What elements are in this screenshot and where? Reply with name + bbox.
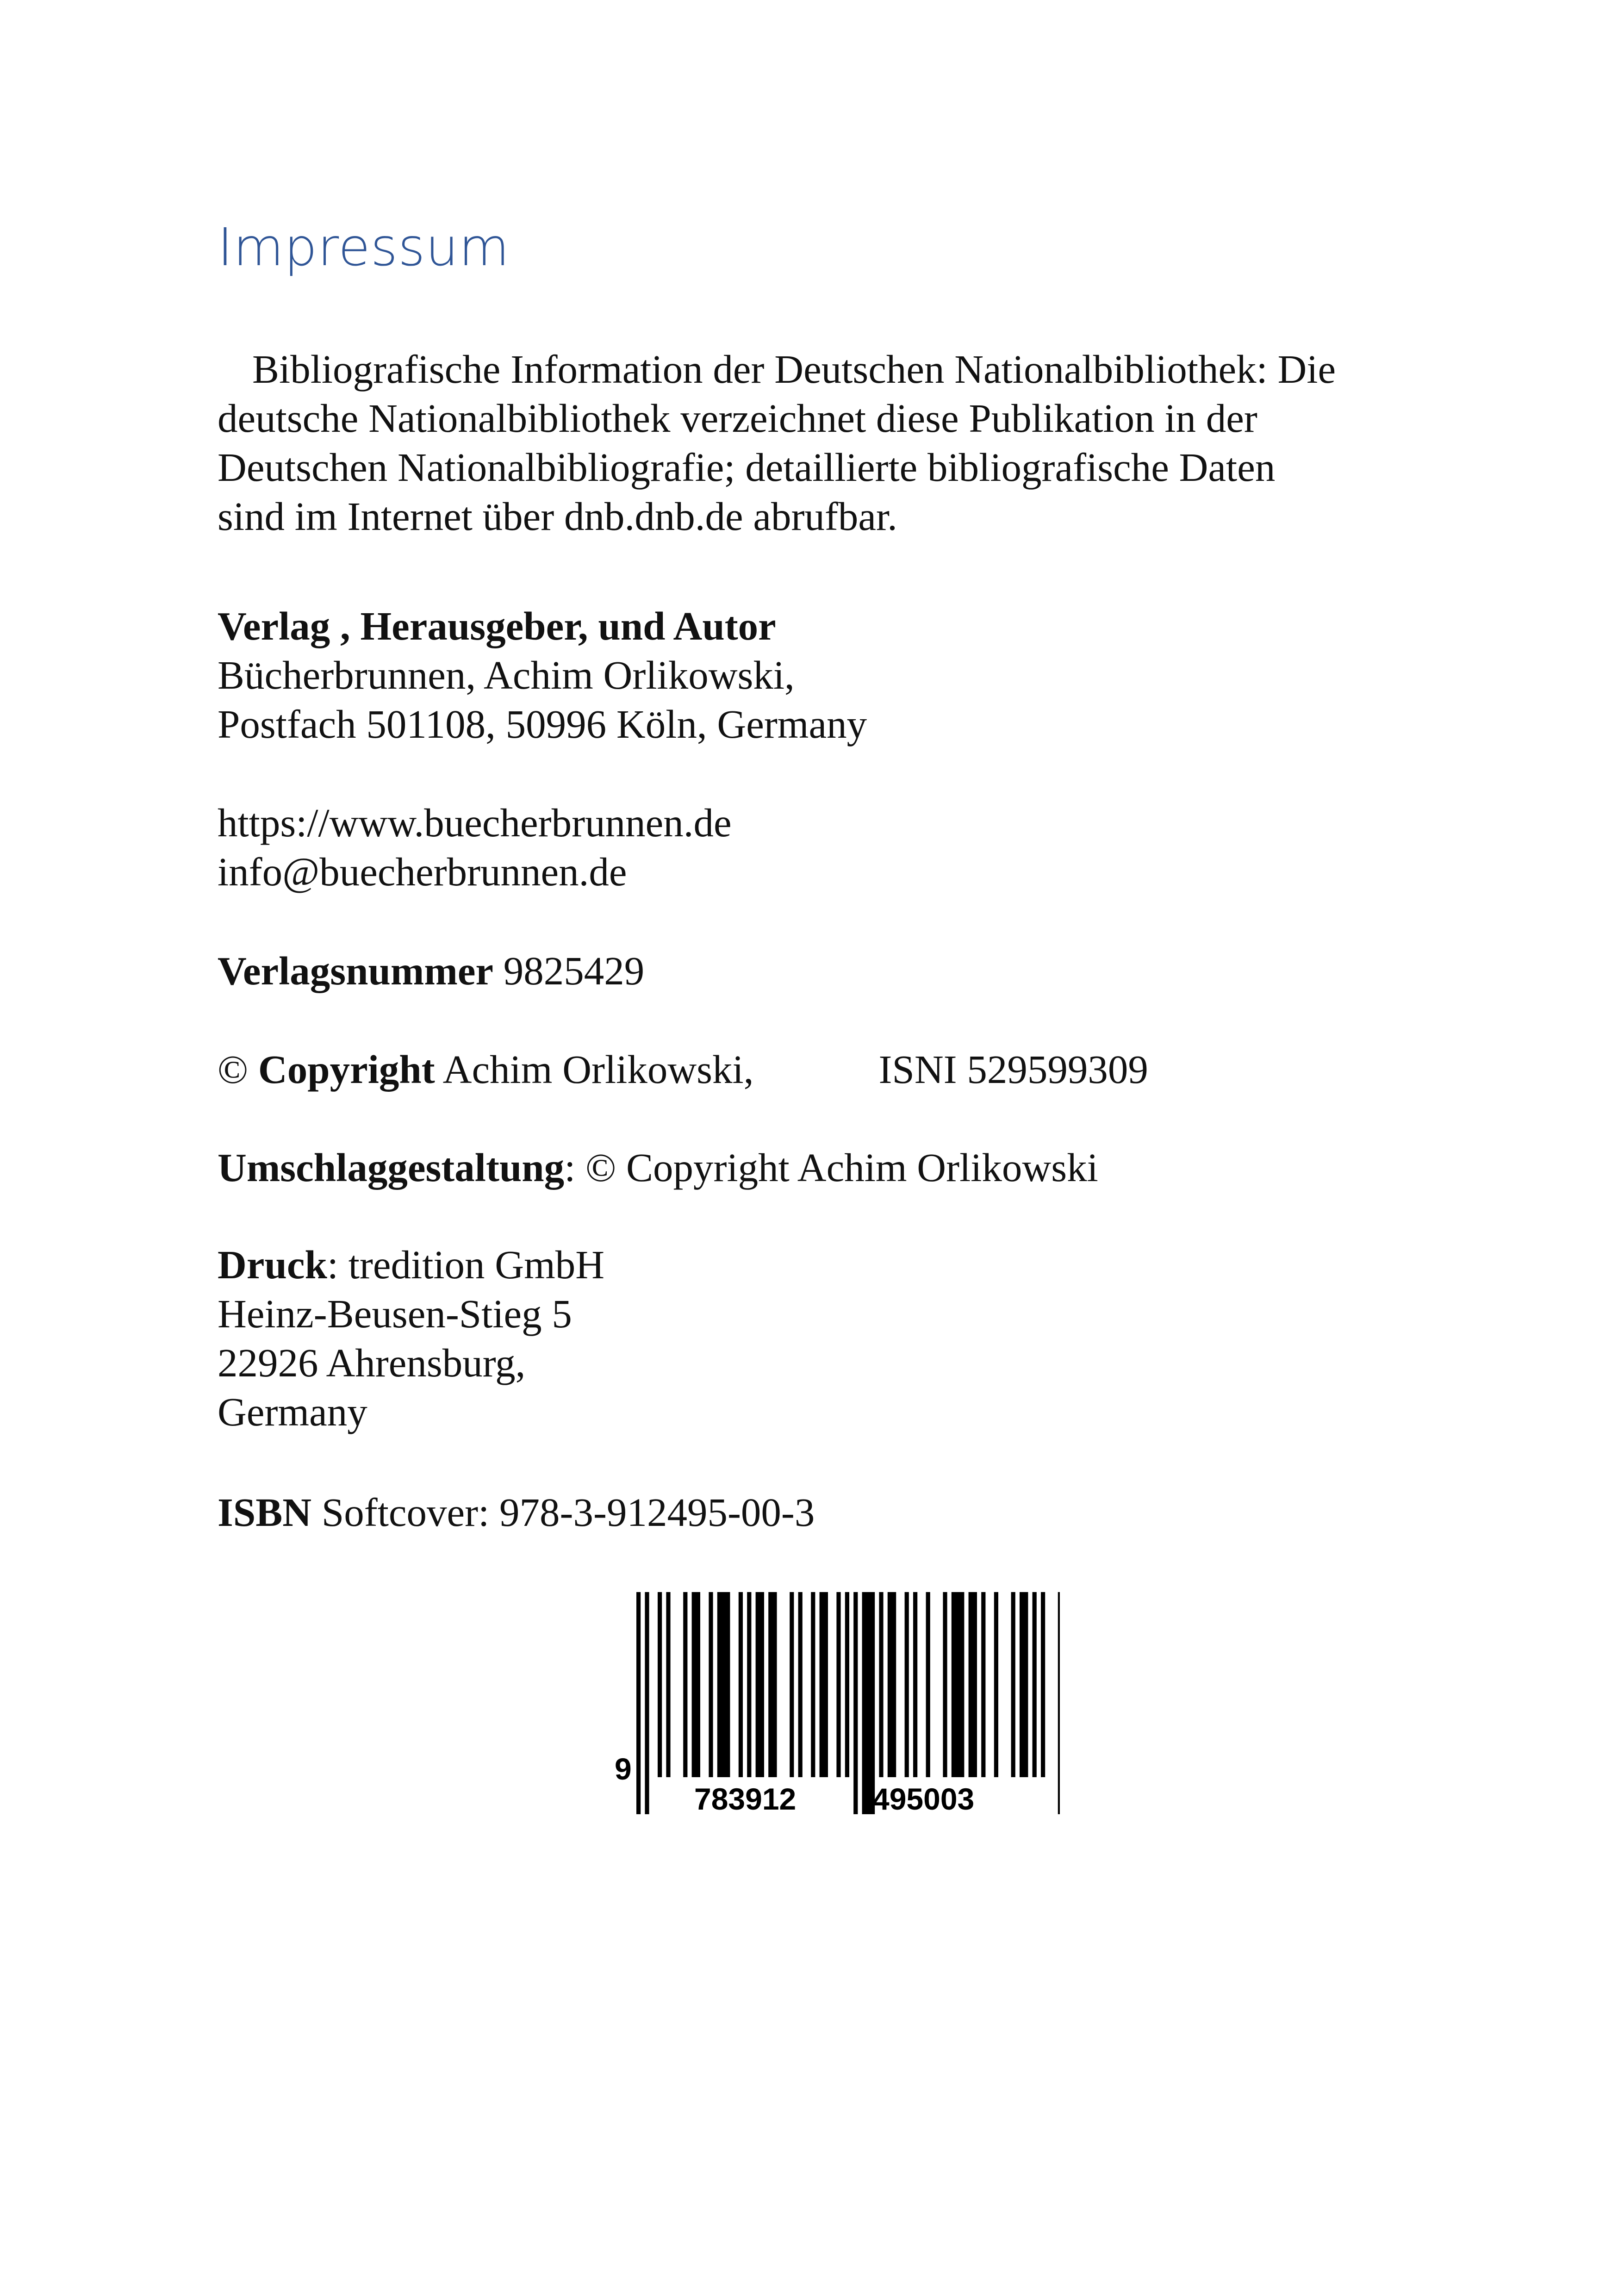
bibliographic-info bbox=[218, 345, 1444, 541]
publisher-name: Bücherbrunnen, Achim Orlikowski, bbox=[218, 653, 795, 697]
cover-value: : © Copyright Achim Orlikowski bbox=[564, 1145, 1098, 1190]
publisher-heading bbox=[218, 602, 1444, 651]
barcode-bar bbox=[905, 1592, 909, 1777]
barcode-bar bbox=[1020, 1592, 1028, 1777]
barcode-bar bbox=[943, 1592, 947, 1777]
isbn-label: ISBN bbox=[218, 1490, 312, 1535]
copyright-value: Achim Orlikowski, bbox=[435, 1047, 754, 1092]
print-street: Heinz-Beusen-Stieg 5 bbox=[218, 1291, 572, 1336]
barcode-bar bbox=[645, 1592, 649, 1814]
isbn-barcode bbox=[597, 1592, 1060, 1823]
barcode-bar bbox=[739, 1592, 743, 1777]
print-value: : tredition GmbH bbox=[327, 1242, 605, 1287]
publisher-number-line bbox=[218, 946, 1444, 996]
barcode-bar bbox=[820, 1592, 828, 1777]
barcode-bar bbox=[845, 1592, 849, 1777]
publisher-address: Postfach 501108, 50996 Köln, Germany bbox=[218, 702, 867, 747]
barcode-left-digits: 783912 bbox=[694, 1782, 797, 1816]
barcode-bar bbox=[658, 1592, 662, 1777]
barcode-bar bbox=[756, 1592, 764, 1777]
publisher-heading-text: Verlag , Herausgeber, und Autor bbox=[218, 604, 776, 648]
isni-value: ISNI 529599309 bbox=[878, 1047, 1148, 1092]
copyright-line bbox=[218, 1045, 1444, 1094]
intro-line: Bibliografische Information der Deutschen Nationalbibliothek: Die bbox=[252, 347, 1336, 392]
isbn-line bbox=[218, 1488, 1444, 1537]
barcode-bar bbox=[952, 1592, 965, 1777]
barcode-bar bbox=[692, 1592, 700, 1777]
barcode-bar bbox=[666, 1592, 670, 1777]
barcode-bar bbox=[1058, 1592, 1060, 1814]
barcode-first-digit: 9 bbox=[615, 1752, 632, 1786]
barcode-bar bbox=[636, 1592, 641, 1814]
barcode-bar bbox=[981, 1592, 985, 1777]
intro-line: sind im Internet über dnb.dnb.de abrufbar. bbox=[218, 494, 897, 539]
barcode-bar bbox=[1011, 1592, 1015, 1777]
barcode-bar bbox=[836, 1592, 840, 1777]
barcode-bar bbox=[994, 1592, 998, 1777]
print-country: Germany bbox=[218, 1389, 367, 1434]
barcode-bar bbox=[888, 1592, 896, 1777]
copyright-label: Copyright bbox=[258, 1047, 435, 1092]
barcode-bar bbox=[1041, 1592, 1045, 1777]
intro-line: Deutschen Nationalbibliografie; detaillierte bibliografische Daten bbox=[218, 445, 1276, 490]
barcode-bar bbox=[879, 1592, 883, 1777]
copyright-symbol: © bbox=[218, 1047, 258, 1092]
website-link[interactable]: https://www.buecherbrunnen.de bbox=[218, 800, 732, 845]
barcode-bar bbox=[1033, 1592, 1037, 1777]
barcode-bar bbox=[717, 1592, 730, 1777]
barcode-bars bbox=[636, 1592, 1060, 1814]
barcode-bar bbox=[768, 1592, 777, 1777]
email-link[interactable]: info@buecherbrunnen.de bbox=[218, 849, 627, 894]
print-label: Druck bbox=[218, 1242, 327, 1287]
barcode-right-digits: 495003 bbox=[872, 1782, 975, 1816]
barcode-bar bbox=[709, 1592, 713, 1777]
intro-line: deutsche Nationalbibliothek verzeichnet diese Publikation in der bbox=[218, 396, 1257, 441]
publisher-number-value: 9825429 bbox=[493, 948, 645, 993]
page-title: Impressum bbox=[218, 218, 510, 278]
barcode-bar bbox=[913, 1592, 917, 1777]
print-city: 22926 Ahrensburg, bbox=[218, 1340, 526, 1385]
barcode-bar bbox=[862, 1592, 875, 1814]
barcode-bar bbox=[747, 1592, 751, 1777]
cover-label: Umschlaggestaltung bbox=[218, 1145, 565, 1190]
barcode-bar bbox=[853, 1592, 858, 1814]
barcode-bar bbox=[969, 1592, 977, 1777]
contact-section bbox=[218, 798, 1444, 896]
barcode-bar bbox=[790, 1592, 794, 1777]
barcode-bar bbox=[926, 1592, 930, 1777]
publisher-number-label: Verlagsnummer bbox=[218, 948, 494, 993]
publisher-section bbox=[218, 602, 1444, 749]
barcode-bar bbox=[811, 1592, 815, 1777]
cover-line bbox=[218, 1143, 1444, 1192]
isbn-value: Softcover: 978-3-912495-00-3 bbox=[311, 1490, 815, 1535]
barcode-bar bbox=[683, 1592, 687, 1777]
barcode-bar bbox=[798, 1592, 803, 1777]
print-section bbox=[218, 1240, 1444, 1437]
